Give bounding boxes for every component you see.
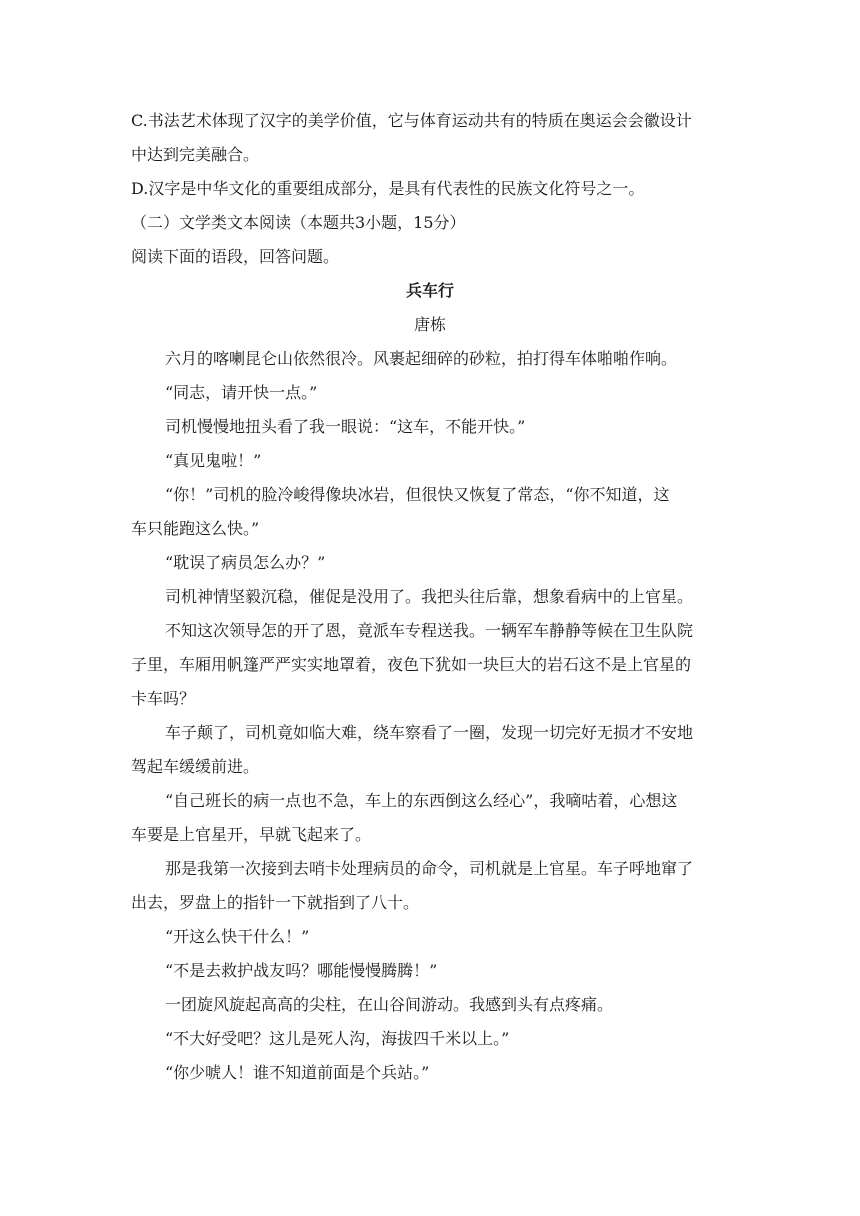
story-paragraph-continuation: 车要是上官星开，早就飞起来了。 [131, 825, 372, 844]
section-instruction: 阅读下面的语段，回答问题。 [131, 247, 340, 266]
story-paragraph: 司机神情坚毅沉稳，催促是没用了。我把头往后靠，想象看病中的上官星。 [165, 587, 694, 606]
story-dialogue: “开这么快干什么！” [165, 927, 310, 946]
story-paragraph-continuation: 卡车吗？ [131, 689, 196, 708]
story-paragraph: 车子颠了，司机竟如临大难，绕车察看了一圈，发现一切完好无损才不安地 [165, 723, 694, 742]
story-paragraph-continuation: 出去，罗盘上的指针一下就指到了八十。 [131, 893, 420, 912]
story-dialogue: “真见鬼啦！” [165, 451, 262, 470]
section-heading: （二）文学类文本阅读（本题共3小题，15分） [131, 213, 466, 232]
option-c-line-1: C.书法艺术体现了汉字的美学价值，它与体育运动共有的特质在奥运会会徽设计 [131, 111, 692, 130]
story-title: 兵车行 [405, 281, 454, 300]
story-paragraph: 六月的喀喇昆仑山依然很冷。风裹起细碎的砂粒，拍打得车体啪啪作响。 [165, 349, 678, 368]
story-paragraph-continuation: 子里，车厢用帆篷严严实实地罩着，夜色下犹如一块巨大的岩石这不是上官星的 [131, 655, 692, 674]
story-paragraph: 那是我第一次接到去哨卡处理病员的命令，司机就是上官星。车子呼地窜了 [165, 859, 694, 878]
story-paragraph: 不知这次领导怎的开了恩，竟派车专程送我。一辆军车静静等候在卫生队院 [165, 621, 694, 640]
story-dialogue: “你少唬人！谁不知道前面是个兵站。” [165, 1063, 430, 1082]
story-paragraph-continuation: 驾起车缓缓前进。 [131, 757, 260, 776]
option-c-line-2: 中达到完美融合。 [131, 145, 260, 164]
story-paragraph: “你！”司机的脸冷峻得像块冰岩，但很快又恢复了常态，“你不知道，这 [165, 485, 670, 504]
story-dialogue: “同志，请开快一点。” [165, 383, 318, 402]
story-paragraph: 一团旋风旋起高高的尖柱，在山谷间游动。我感到头有点疼痛。 [165, 995, 614, 1014]
story-dialogue: “不大好受吧？这儿是死人沟，海拔四千米以上。” [165, 1029, 510, 1048]
story-paragraph-continuation: 车只能跑这么快。” [131, 519, 260, 538]
story-paragraph: “自己班长的病一点也不急，车上的东西倒这么经心”，我嘀咕着，心想这 [165, 791, 678, 810]
story-dialogue: “不是去救护战友吗？哪能慢慢腾腾！” [165, 961, 438, 980]
option-d: D.汉字是中华文化的重要组成部分，是具有代表性的民族文化符号之一。 [131, 179, 645, 198]
story-paragraph: 司机慢慢地扭头看了我一眼说：“这车，不能开快。” [165, 417, 526, 436]
story-dialogue: “耽误了病员怎么办？” [165, 553, 326, 572]
story-author: 唐栋 [413, 315, 446, 334]
